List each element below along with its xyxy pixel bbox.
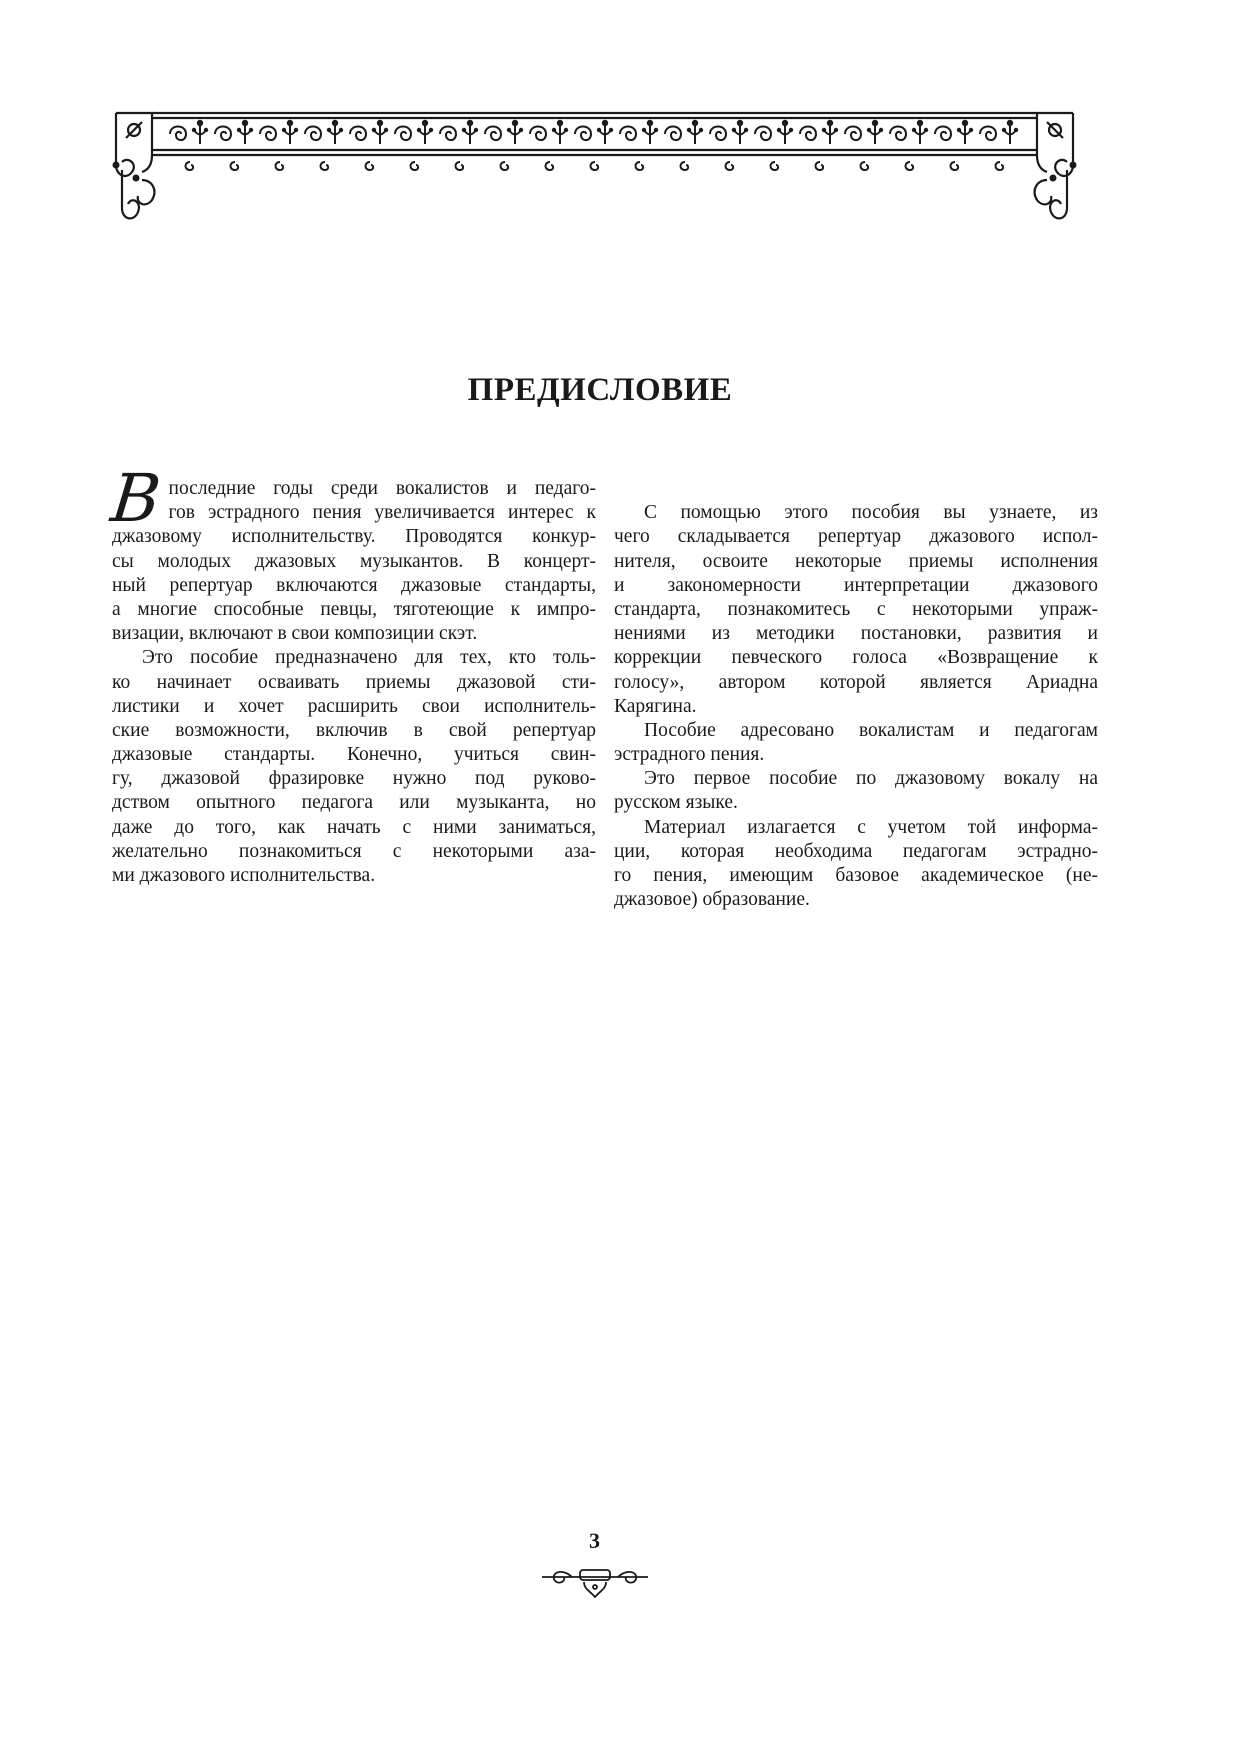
- text-line: нениями из методики постановки, развития и: [614, 623, 1098, 645]
- text-line: дством опытного педагога или музыканта, но: [112, 792, 596, 814]
- text-line: гу, джазовой фразировке нужно под руково-: [112, 768, 596, 790]
- page-number: 3: [589, 1528, 600, 1553]
- text-line: голосу», автором которой является Ариадна: [614, 671, 1098, 693]
- text-line: ко начинает осваивать приемы джазовой сти-: [112, 671, 596, 693]
- text-line: С помощью этого пособия вы узнаете, из: [644, 502, 1098, 524]
- text-line: джазовому исполнительству. Проводятся конкур-: [112, 526, 596, 548]
- header-ornament: [112, 110, 1077, 235]
- text-line: стандарта, познакомитесь с некоторыми упраж-: [614, 598, 1098, 620]
- text-line: го пения, имеющим базовое академическое (не-: [614, 865, 1098, 886]
- paragraph-1: [112, 477, 596, 646]
- text-line: сы молодых джазовых музыкантов. В концерт-: [112, 550, 596, 572]
- text-line: джазовое) образование.: [614, 889, 810, 911]
- text-line: и закономерности интерпретации джазового: [614, 574, 1098, 596]
- text-line: последние годы среди вокалистов и педаго-: [168, 478, 596, 499]
- paragraph-2: [112, 646, 596, 888]
- right-column: [614, 477, 1098, 912]
- left-column: [107, 460, 596, 888]
- text-line: Это пособие предназначено для тех, кто толь-: [142, 647, 596, 669]
- text-line: чего складывается репертуар джазового испол-: [614, 526, 1098, 548]
- text-line: ские возможности, включив в свой репертуар: [112, 719, 596, 741]
- text-line: даже до того, как начать с ними заниматься,: [112, 816, 596, 838]
- text-line: джазовые стандарты. Конечно, учиться свин-: [112, 744, 596, 766]
- text-line: гов эстрадного пения увеличивается интерес к: [168, 502, 596, 524]
- footer-ornament: [540, 1563, 650, 1603]
- paragraph-4: [614, 816, 1098, 913]
- text-line: ный репертуар включаются джазовые стандарты,: [112, 574, 596, 596]
- text-line: ми джазового исполнительства.: [112, 865, 376, 886]
- text-line: русском языке.: [614, 792, 738, 814]
- text-line: ции, которая необходима педагогам эстрадно-: [614, 840, 1098, 862]
- text-line: нителя, освоите некоторые приемы исполнения: [614, 550, 1098, 572]
- text-line: листики и хочет расширить свои исполнитель-: [112, 695, 596, 717]
- text-line: Это первое пособие по джазовому вокалу на: [644, 768, 1098, 790]
- paragraph-1: [614, 501, 1098, 719]
- page-title: ПРЕДИСЛОВИЕ: [467, 372, 733, 408]
- drop-cap: В: [107, 460, 165, 537]
- paragraph-3: [614, 767, 1098, 815]
- text-line: эстрадного пения.: [614, 744, 765, 766]
- text-line: Материал излагается с учетом той информа-: [644, 816, 1098, 838]
- text-line: Пособие адресовано вокалистам и педагогам: [644, 719, 1098, 741]
- text-line: визации, включают в свои композиции скэт.: [112, 623, 478, 645]
- text-line: желательно познакомиться с некоторыми аза-: [112, 840, 596, 862]
- text-line: Карягина.: [614, 695, 697, 717]
- text-line: коррекции певческого голоса «Возвращение к: [614, 647, 1098, 669]
- paragraph-2: [614, 719, 1098, 767]
- text-line: а многие способные певцы, тяготеющие к импро-: [112, 598, 596, 620]
